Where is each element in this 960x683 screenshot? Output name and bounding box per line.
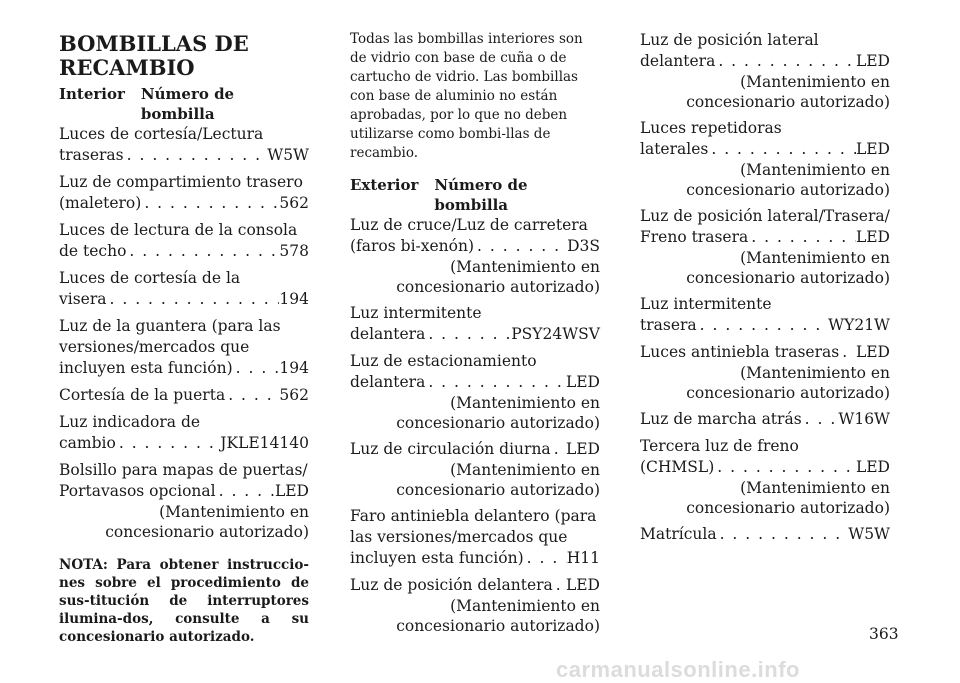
entry-label-line: Bolsillo para mapas de puertas/ xyxy=(59,461,308,479)
exterior-list-part2 xyxy=(640,30,890,545)
dot-leader xyxy=(524,548,567,569)
watermark: carmanualsonline.info xyxy=(556,657,800,682)
bulb-entry xyxy=(640,409,890,430)
header-category: Interior xyxy=(59,85,125,103)
bulb-entry xyxy=(59,220,309,262)
entry-label-line: Luz de estacionamiento xyxy=(350,352,537,370)
entry-label: incluyen esta función) xyxy=(350,549,524,567)
dot-leader xyxy=(107,289,280,310)
dot-leader xyxy=(708,139,856,160)
bulb-entry xyxy=(59,268,309,310)
service-note: (Mantenimiento en xyxy=(450,394,600,412)
service-note: (Mantenimiento en xyxy=(450,461,600,479)
entry-leader-line xyxy=(350,575,600,596)
service-note: concesionario autorizado) xyxy=(686,93,890,111)
exterior-header xyxy=(350,175,600,215)
entry-label-line: Luz intermitente xyxy=(350,304,482,322)
entry-label-line: Faro antiniebla delantero (para xyxy=(350,507,597,525)
bulb-number: H11 xyxy=(566,549,600,567)
interior-list xyxy=(59,124,309,542)
entry-label: (faros bi-xenón) xyxy=(350,237,475,255)
entry-leader-line xyxy=(640,457,890,478)
entry-label-line: Luz intermitente xyxy=(640,295,772,313)
service-note: (Mantenimiento en xyxy=(740,479,890,497)
page-number: 363 xyxy=(869,625,899,643)
entry-label: Portavasos opcional xyxy=(59,482,216,500)
entry-label: visera xyxy=(59,290,107,308)
service-note: (Mantenimiento en xyxy=(159,503,309,521)
entry-label: (CHMSL) xyxy=(640,458,715,476)
entry-leader-line xyxy=(350,324,600,345)
entry-label-line: Tercera luz de freno xyxy=(640,437,799,455)
bulb-entry xyxy=(640,342,890,403)
entry-label: Cortesía de la puerta xyxy=(59,386,226,404)
note-paragraph: NOTA: Para obtener instruccio-nes sobre el procedimiento de sus-titución de interruptores ilumina-dos, consulte a su concesionario autorizado. xyxy=(59,557,309,645)
service-note: concesionario autorizado) xyxy=(396,617,600,635)
bulb-entry xyxy=(59,316,309,379)
bulb-number: LED xyxy=(274,482,309,500)
bulb-number: LED xyxy=(855,52,890,70)
bulb-number: JKLE14140 xyxy=(220,434,309,452)
entry-leader-line xyxy=(59,358,309,379)
bulb-entry xyxy=(59,124,309,166)
dot-leader xyxy=(839,342,856,363)
entry-label: delantera xyxy=(350,325,426,343)
column-middle xyxy=(350,30,600,636)
service-note: concesionario autorizado) xyxy=(686,181,890,199)
dot-leader xyxy=(425,324,511,345)
entry-leader-line xyxy=(350,439,600,460)
bulb-number: 578 xyxy=(279,242,309,260)
entry-leader-line xyxy=(640,227,890,248)
interior-header xyxy=(59,84,309,124)
entry-label-line: Luces repetidoras xyxy=(640,119,782,137)
bulb-number: 194 xyxy=(279,359,309,377)
entry-label: Luces antiniebla traseras xyxy=(640,343,840,361)
column-left xyxy=(59,30,309,646)
service-note: concesionario autorizado) xyxy=(686,384,890,402)
bulb-number: LED xyxy=(565,576,600,594)
entry-label: Matrícula xyxy=(640,525,717,543)
bulb-number: W5W xyxy=(267,146,309,164)
service-note: (Mantenimiento en xyxy=(740,364,890,382)
bulb-entry xyxy=(59,460,309,542)
entry-leader-line xyxy=(640,315,890,336)
entry-leader-line xyxy=(350,548,600,569)
entry-label-line: Luz de cruce/Luz de carretera xyxy=(350,216,588,234)
header-category: Exterior xyxy=(350,176,419,194)
dot-leader xyxy=(425,372,566,393)
entry-label-line: Luz de posición lateral/Trasera/ xyxy=(640,207,890,225)
entry-leader-line xyxy=(350,236,600,257)
entry-label-line: Luz de posición lateral xyxy=(640,31,819,49)
title-line: BOMBILLAS DE xyxy=(59,31,249,56)
service-note: concesionario autorizado) xyxy=(396,414,600,432)
bulb-number: LED xyxy=(855,228,890,246)
bulb-entry xyxy=(59,412,309,454)
entry-label: traseras xyxy=(59,146,124,164)
bulb-entry xyxy=(59,172,309,214)
entry-leader-line xyxy=(640,524,890,545)
bulb-number: LED xyxy=(565,373,600,391)
bulb-number: LED xyxy=(855,343,890,361)
entry-label-line: versiones/mercados que xyxy=(59,338,250,356)
service-note: (Mantenimiento en xyxy=(450,597,600,615)
bulb-entry xyxy=(640,118,890,200)
entry-label-line: Luces de cortesía de la xyxy=(59,269,241,287)
service-note: (Mantenimiento en xyxy=(740,73,890,91)
page-title xyxy=(59,32,309,80)
service-note: concesionario autorizado) xyxy=(396,481,600,499)
exterior-list-part1 xyxy=(350,215,600,636)
entry-leader-line xyxy=(640,342,890,363)
dot-leader xyxy=(715,51,856,72)
dot-leader xyxy=(141,193,279,214)
entry-label: Luz de marcha atrás xyxy=(640,410,802,428)
bulb-entry xyxy=(640,294,890,336)
entry-leader-line xyxy=(640,409,890,430)
dot-leader xyxy=(126,241,279,262)
dot-leader xyxy=(802,409,839,430)
service-note: (Mantenimiento en xyxy=(740,161,890,179)
entry-label: trasera xyxy=(640,316,697,334)
service-note: (Mantenimiento en xyxy=(740,249,890,267)
service-note: concesionario autorizado) xyxy=(396,278,600,296)
entry-label: laterales xyxy=(640,140,709,158)
dot-leader xyxy=(216,481,275,502)
entry-leader-line xyxy=(59,241,309,262)
title-line: RECAMBIO xyxy=(59,55,195,80)
entry-label: Freno trasera xyxy=(640,228,749,246)
entry-leader-line xyxy=(350,372,600,393)
bulb-number: PSY24WSV xyxy=(511,325,600,343)
dot-leader xyxy=(717,524,849,545)
entry-label: delantera xyxy=(350,373,426,391)
bulb-number: 194 xyxy=(279,290,309,308)
entry-leader-line xyxy=(59,433,309,454)
intro-paragraph: Todas las bombillas interiores son de vidrio con base de cuña o de cartucho de vidrio. Las bombillas con base de aluminio no están aprobadas, por lo que no deben utilizarse como bombi-llas de recambio. xyxy=(350,31,583,161)
dot-leader xyxy=(116,433,220,454)
service-note: concesionario autorizado) xyxy=(686,269,890,287)
dot-leader xyxy=(124,145,268,166)
header-bulb-number: Número de bombilla xyxy=(140,85,235,123)
entry-leader-line xyxy=(640,51,890,72)
service-note: (Mantenimiento en xyxy=(450,258,600,276)
bulb-number: W5W xyxy=(848,525,890,543)
entry-leader-line xyxy=(59,289,309,310)
entry-label: (maletero) xyxy=(59,194,142,212)
bulb-number: 562 xyxy=(279,386,309,404)
dot-leader xyxy=(474,236,567,257)
bulb-entry xyxy=(640,30,890,112)
entry-label-line: Luz de la guantera (para las xyxy=(59,317,281,335)
bulb-entry xyxy=(350,575,600,636)
bulb-entry xyxy=(350,303,600,345)
bulb-number: LED xyxy=(855,458,890,476)
entry-label: Luz de posición delantera xyxy=(350,576,553,594)
bulb-entry xyxy=(350,506,600,569)
bulb-number: 562 xyxy=(279,194,309,212)
dot-leader xyxy=(748,227,856,248)
bulb-entry xyxy=(640,524,890,545)
entry-label-line: Luz de compartimiento trasero xyxy=(59,173,303,191)
bulb-number: LED xyxy=(565,440,600,458)
entry-leader-line xyxy=(59,145,309,166)
entry-label-line: Luces de cortesía/Lectura xyxy=(59,125,264,143)
bulb-number: W16W xyxy=(838,410,890,428)
bulb-entry xyxy=(59,385,309,406)
entry-label: de techo xyxy=(59,242,127,260)
entry-leader-line xyxy=(59,385,309,406)
dot-leader xyxy=(553,575,566,596)
dot-leader xyxy=(697,315,829,336)
entry-label: delantera xyxy=(640,52,716,70)
dot-leader xyxy=(233,358,280,379)
bulb-entry xyxy=(350,351,600,433)
dot-leader xyxy=(551,439,566,460)
column-right xyxy=(640,30,890,545)
entry-label: cambio xyxy=(59,434,116,452)
entry-leader-line xyxy=(59,481,309,502)
dot-leader xyxy=(714,457,856,478)
header-bulb-number: Número de bombilla xyxy=(434,176,528,214)
entry-label: Luz de circulación diurna xyxy=(350,440,551,458)
bulb-entry xyxy=(640,206,890,288)
entry-label: incluyen esta función) xyxy=(59,359,233,377)
bulb-entry xyxy=(350,215,600,297)
bulb-number: WY21W xyxy=(828,316,890,334)
bulb-number: LED xyxy=(855,140,890,158)
bulb-entry xyxy=(350,439,600,500)
entry-label-line: Luz indicadora de xyxy=(59,413,201,431)
service-note: concesionario autorizado) xyxy=(105,523,309,541)
dot-leader xyxy=(225,385,279,406)
entry-label-line: las versiones/mercados que xyxy=(350,528,568,546)
entry-leader-line xyxy=(640,139,890,160)
service-note: concesionario autorizado) xyxy=(686,499,890,517)
bulb-number: D3S xyxy=(567,237,600,255)
bulb-entry xyxy=(640,436,890,518)
entry-label-line: Luces de lectura de la consola xyxy=(59,221,298,239)
entry-leader-line xyxy=(59,193,309,214)
